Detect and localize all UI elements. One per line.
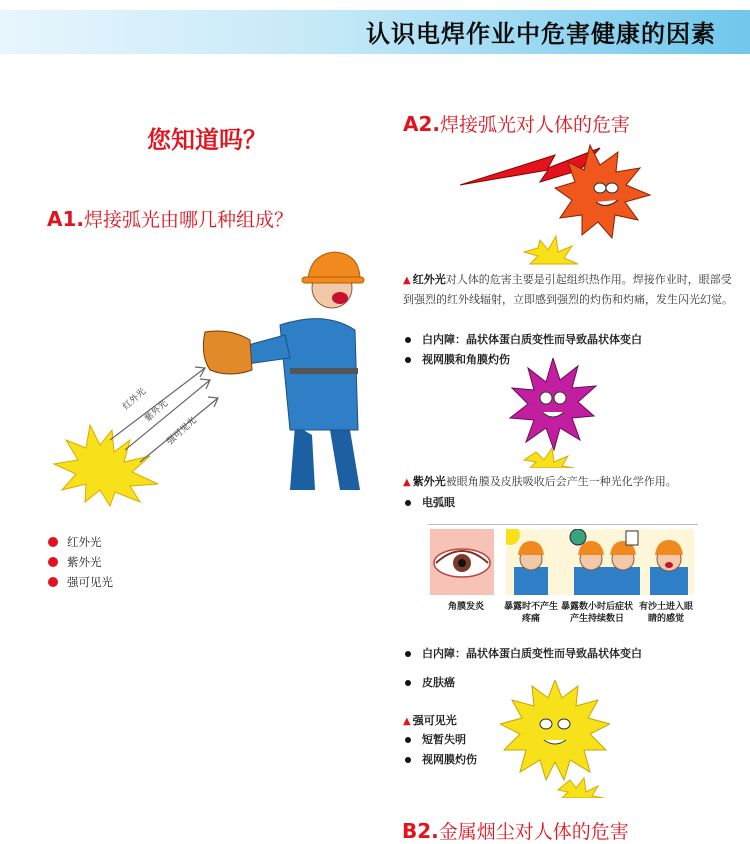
visible-light-effects-list [403, 730, 477, 770]
section-b2-code: B2. [402, 819, 439, 843]
section-a1-text: 焊接弧光由哪几种组成？ [84, 209, 294, 231]
visible-light-label: 强可见光 [412, 714, 457, 727]
welding-flash [54, 425, 158, 506]
list-item: 强可见光 [48, 572, 113, 592]
section-a2-code: A2. [403, 112, 440, 136]
ultraviolet-character-illustration [508, 358, 598, 468]
list-item: 视网膜和角膜灼伤 [403, 350, 642, 370]
triangle-bullet-icon: ▲ [403, 275, 411, 286]
yellow-spiky-character [500, 680, 610, 780]
section-a1-code: A1. [47, 207, 84, 231]
did-you-know-heading: 您知道吗？ [147, 126, 267, 154]
list-item: 皮肤癌 [403, 673, 455, 693]
header-bar [0, 10, 750, 54]
infrared-label: 红外光 [412, 273, 446, 286]
ray-label-infrared: 红外光 [121, 386, 149, 413]
list-item: 白内障：晶状体蛋白质变性而导致晶状体变白 [403, 644, 642, 664]
list-item: 电弧眼 [403, 493, 455, 513]
page-title: 认识电焊作业中危害健康的因素 [366, 19, 716, 48]
ray-label-visible: 强可见光 [165, 415, 199, 448]
infrared-character-illustration [460, 140, 660, 265]
list-item: 短暂失明 [403, 730, 477, 750]
ultraviolet-effects-list-3 [403, 673, 455, 693]
welder-illustration [40, 240, 370, 510]
panel-caption: 有沙土进入眼睛的感觉 [638, 602, 693, 624]
panel-caption: 暴露数小时后症状产生持续数日 [561, 602, 634, 624]
panel-inflamed-eye [430, 529, 494, 595]
panel-sequence [506, 529, 694, 595]
section-b2-title [402, 817, 629, 844]
section-a1-title [47, 205, 293, 232]
list-item: 紫外光 [48, 552, 113, 572]
welder-figure [203, 252, 364, 490]
list-item: 红外光 [48, 532, 113, 552]
section-a2-text: 焊接弧光对人体的危害 [440, 114, 631, 136]
triangle-bullet-icon: ▲ [403, 477, 411, 488]
ultraviolet-effects-list [403, 493, 455, 513]
arc-eye-comic-panels [428, 524, 698, 630]
panel-caption: 暴露时不产生疼痛 [503, 602, 558, 624]
ray-label-ultraviolet: 紫外光 [143, 398, 171, 425]
triangle-bullet-icon: ▲ [403, 716, 411, 727]
panel-caption: 角膜发炎 [448, 602, 485, 612]
list-item: 白内障：晶状体蛋白质变性而导致晶状体变白 [403, 330, 642, 350]
list-item: 视网膜灼伤 [403, 750, 477, 770]
section-a2-title [403, 110, 630, 137]
visible-light-heading [403, 712, 457, 728]
purple-spiky-character [510, 358, 596, 450]
infrared-text: 对人体的危害主要是引起组织热作用。焊接作业时，眼部受到强烈的红外线辐射，立即感到强烈的灼伤和灼痛，发生闪光幻觉。 [403, 273, 733, 306]
ultraviolet-text: 被眼角膜及皮肤吸收后会产生一种光化学作用。 [445, 475, 677, 488]
section-b2-text: 金属烟尘对人体的危害 [438, 821, 629, 843]
ultraviolet-description [403, 472, 738, 492]
ultraviolet-effects-list-2 [403, 644, 642, 664]
ultraviolet-label: 紫外光 [412, 475, 446, 488]
visible-light-character-illustration [500, 680, 610, 798]
a1-list [48, 532, 113, 592]
infrared-description [403, 270, 733, 309]
